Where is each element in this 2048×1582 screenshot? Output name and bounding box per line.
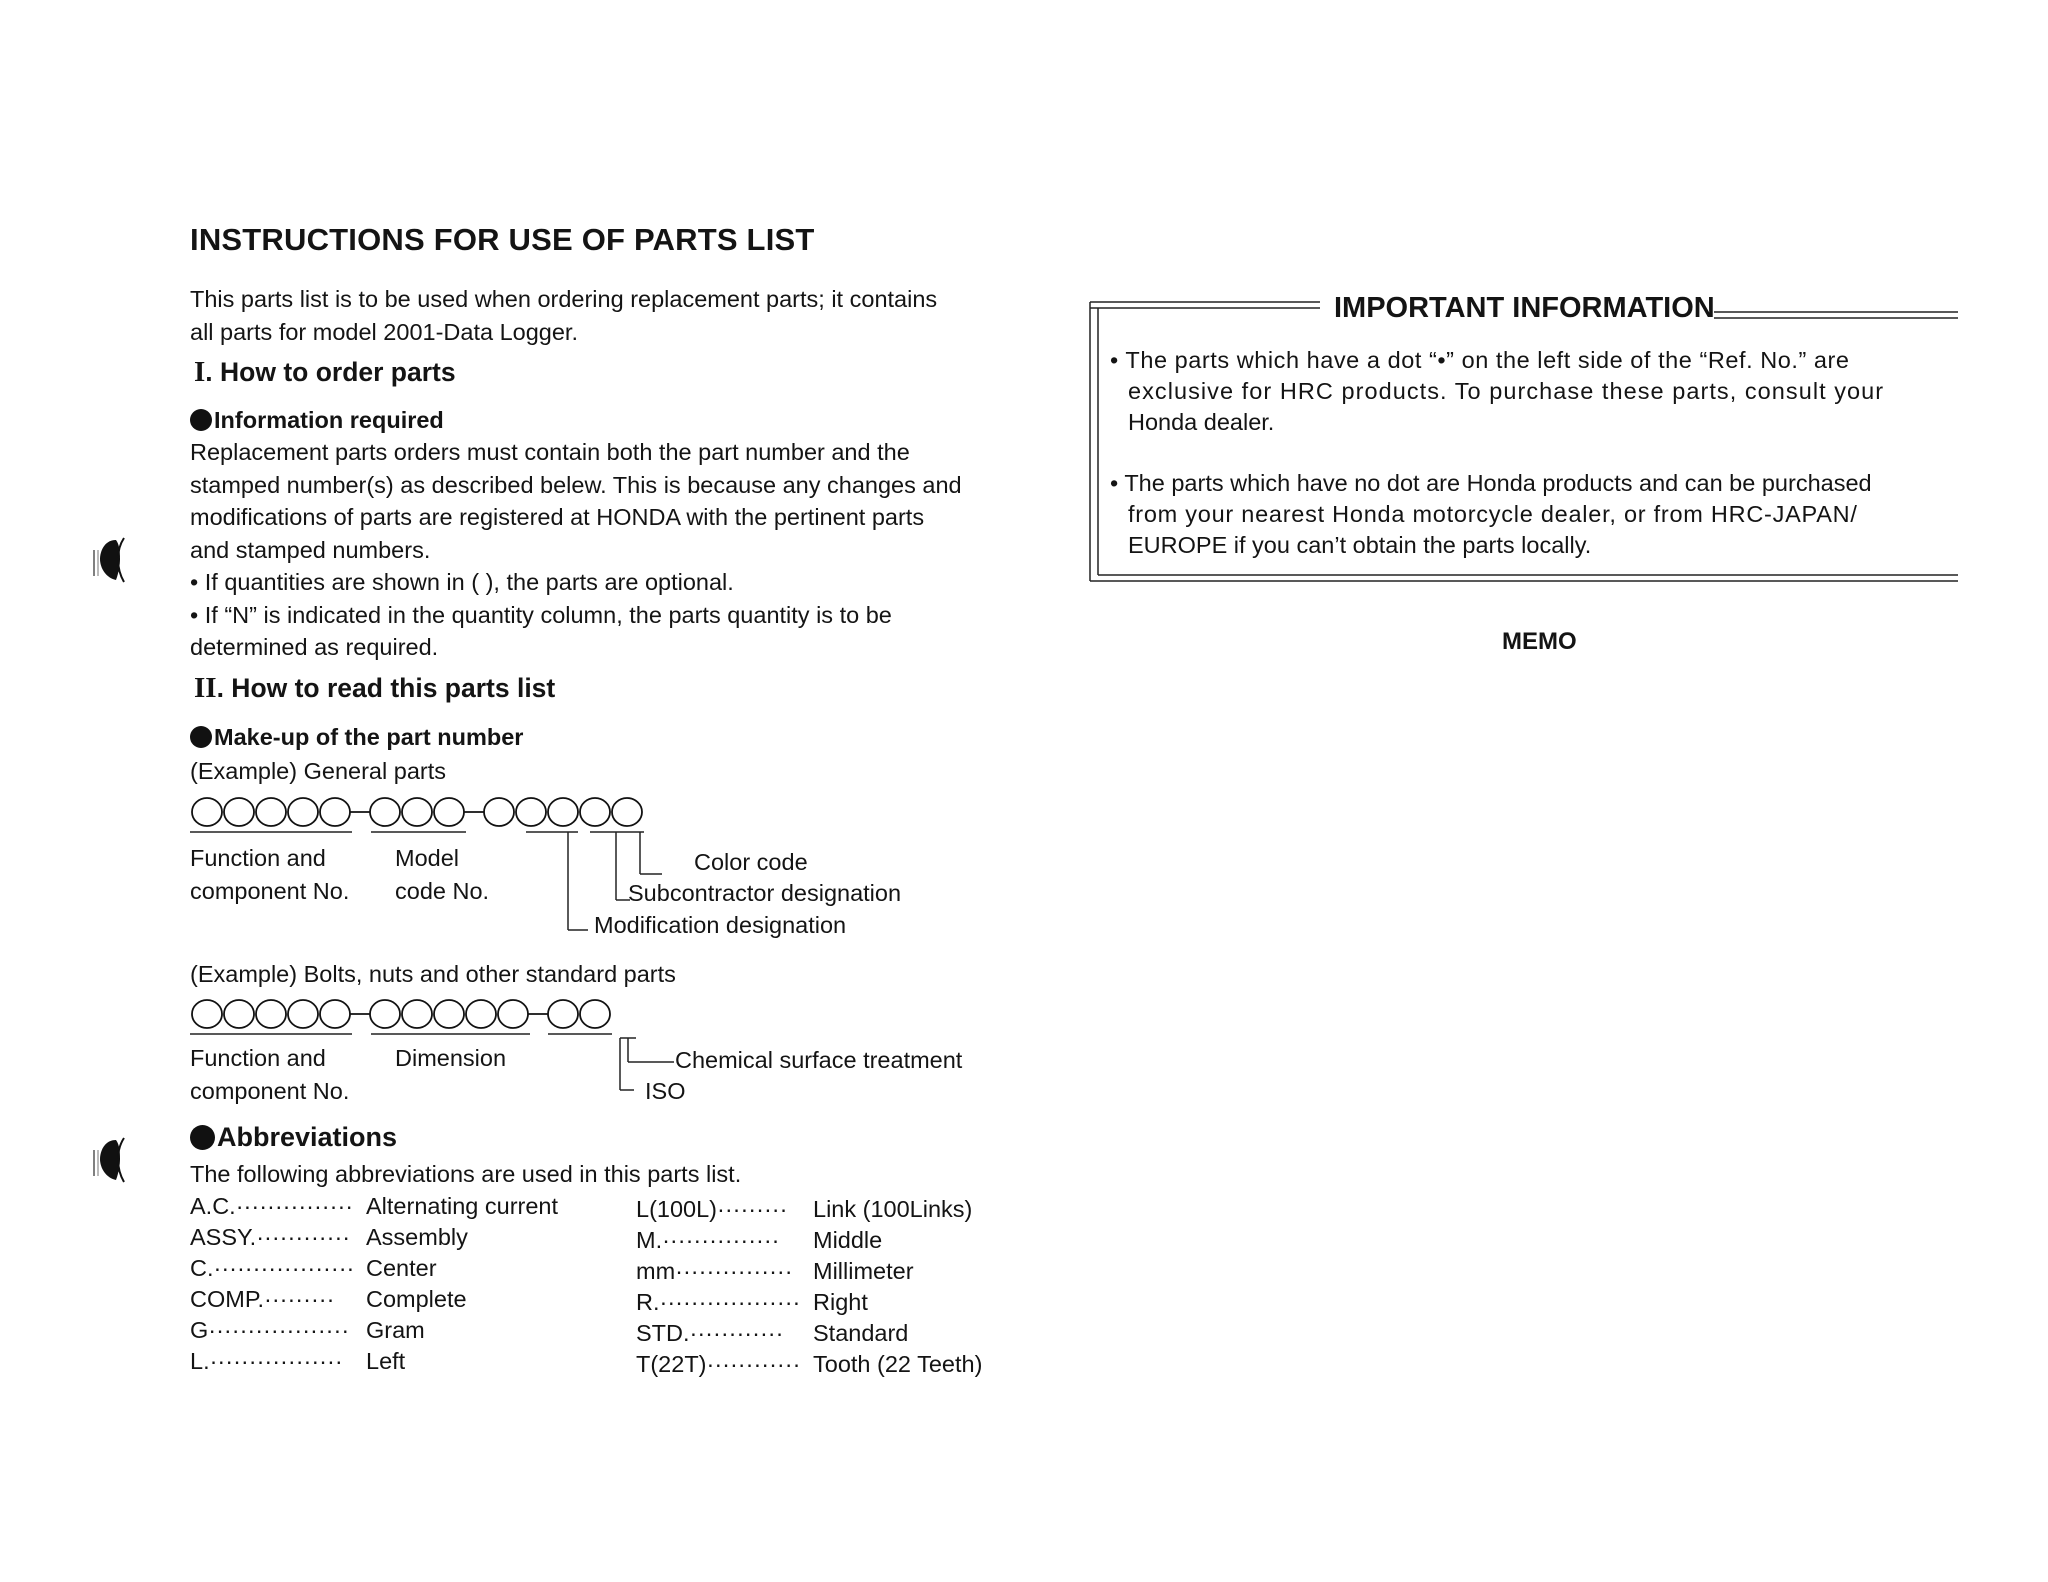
important-p1-line-1: • The parts which have a dot “•” on the left side of the “Ref. No.” are: [1110, 347, 1850, 373]
abbreviation-row: [636, 1289, 868, 1320]
abbr-term: ASSY.: [190, 1224, 257, 1250]
example1-function-label: [190, 842, 349, 907]
abbreviation-row: [636, 1196, 973, 1227]
important-p1-line-2: exclusive for HRC products. To purchase these parts, consult your: [1128, 378, 1885, 404]
abbr-leader-dots: ··················: [208, 1317, 350, 1343]
section1-line-6: • If “N” is indicated in the quantity column, the parts quantity is to be: [190, 601, 892, 628]
section1-heading: [194, 356, 456, 389]
abbr-term: COMP.: [190, 1286, 264, 1312]
abbr-leader-dots: ·················: [209, 1348, 343, 1374]
abbr-term: L(100L): [636, 1196, 717, 1222]
abbr-meaning: Left: [366, 1348, 406, 1374]
section1-body: [190, 436, 962, 664]
page-title: INSTRUCTIONS FOR USE OF PARTS LIST: [190, 222, 815, 257]
function-label-line-1: Function and: [190, 845, 326, 871]
abbr-meaning: Millimeter: [813, 1258, 914, 1284]
bullet-dot-icon: [190, 726, 212, 748]
section1-title: . How to order parts: [205, 357, 456, 387]
abbr-term: G: [190, 1317, 209, 1343]
important-p2-line-2: from your nearest Honda motorcycle dealer, or from HRC-JAPAN/: [1128, 501, 1858, 527]
section1-line-4: and stamped numbers.: [190, 536, 431, 563]
abbreviation-row: [190, 1224, 468, 1255]
abbr-leader-dots: ···············: [235, 1193, 354, 1219]
important-paragraph-1: [1110, 345, 1884, 438]
example2-iso-label: ISO: [645, 1078, 686, 1104]
abbreviation-row: [636, 1227, 883, 1258]
abbr-leader-dots: ···············: [675, 1258, 793, 1284]
example2-chemical-label: Chemical surface treatment: [675, 1047, 963, 1073]
abbr-meaning: Standard: [813, 1320, 909, 1346]
section2-subheading-text: Make-up of the part number: [214, 724, 524, 750]
important-p2-line-3: EUROPE if you can’t obtain the parts locally.: [1128, 532, 1592, 558]
example2-function-label: [190, 1042, 349, 1107]
abbreviations-heading: [190, 1122, 397, 1153]
abbreviation-row: [636, 1351, 983, 1382]
abbr-leader-dots: ·········: [717, 1196, 788, 1222]
example1-modification-label: Modification designation: [594, 912, 847, 938]
example2-caption: (Example) Bolts, nuts and other standard parts: [190, 961, 676, 987]
abbr-term: T(22T): [636, 1351, 707, 1377]
abbr-leader-dots: ·········: [264, 1286, 335, 1312]
binder-hole-mark-lower: [86, 1130, 146, 1190]
abbr-meaning: Tooth (22 Teeth): [813, 1351, 983, 1377]
abbr-leader-dots: ··················: [213, 1255, 355, 1281]
section1-line-2: stamped number(s) as described belew. This is because any changes and: [190, 471, 962, 498]
intro-line-1: This parts list is to be used when ordering replacement parts; it contains: [190, 286, 938, 312]
example1-caption: (Example) General parts: [190, 758, 446, 784]
abbr-leader-dots: ············: [706, 1351, 801, 1377]
abbr-leader-dots: ············: [689, 1320, 784, 1346]
memo-label: MEMO: [1502, 628, 1577, 655]
function-label-line-1: Function and: [190, 1045, 326, 1071]
model-label-line-1: Model: [395, 845, 460, 871]
section1-line-1: Replacement parts orders must contain both the part number and the: [190, 439, 910, 465]
important-paragraph-2: [1110, 468, 1872, 561]
abbr-meaning: Right: [813, 1289, 868, 1315]
abbr-meaning: Link (100Links): [813, 1196, 973, 1222]
function-label-line-2: component No.: [190, 1077, 350, 1104]
function-label-line-2: component No.: [190, 877, 350, 904]
section1-subheading-text: Information required: [214, 407, 444, 433]
abbreviation-row: [190, 1255, 437, 1286]
abbr-meaning: Center: [366, 1255, 437, 1281]
abbreviation-row: [190, 1317, 425, 1348]
abbreviations-right-column: [636, 1196, 983, 1382]
abbr-term: mm: [636, 1258, 676, 1284]
abbr-term: STD.: [636, 1320, 690, 1346]
abbreviation-row: [636, 1320, 909, 1351]
abbr-meaning: Alternating current: [366, 1193, 559, 1219]
abbr-leader-dots: ··················: [659, 1289, 801, 1315]
section1-line-5: • If quantities are shown in ( ), the parts are optional.: [190, 569, 734, 595]
important-p1-line-3: Honda dealer.: [1128, 409, 1275, 435]
abbr-term: A.C.: [190, 1193, 236, 1219]
abbr-meaning: Complete: [366, 1286, 467, 1312]
abbr-leader-dots: ···············: [662, 1227, 780, 1253]
bullet-dot-icon: [190, 409, 212, 431]
intro-text: [190, 283, 937, 348]
section1-subheading: [190, 407, 444, 434]
abbreviation-row: [190, 1348, 406, 1379]
section1-numeral: I: [194, 356, 206, 388]
abbreviation-row: [636, 1258, 914, 1289]
section1-line-3: modifications of parts are registered at HONDA with the pertinent parts: [190, 504, 925, 530]
section2-numeral: II: [194, 672, 217, 704]
binder-hole-mark-upper: [86, 530, 146, 590]
abbreviations-intro: The following abbreviations are used in this parts list.: [190, 1161, 742, 1187]
abbr-meaning: Assembly: [366, 1224, 468, 1250]
important-p2-line-1: • The parts which have no dot are Honda products and can be purchased: [1110, 470, 1872, 496]
example1-color-label: Color code: [694, 849, 808, 875]
abbr-term: C.: [190, 1255, 214, 1281]
abbreviations-heading-text: Abbreviations: [217, 1122, 398, 1152]
abbreviation-row: [190, 1193, 559, 1224]
abbr-term: M.: [636, 1227, 663, 1253]
abbr-term: L.: [190, 1348, 210, 1374]
abbr-leader-dots: ············: [256, 1224, 351, 1250]
section2-heading: [194, 672, 555, 705]
bullet-dot-icon: [190, 1125, 215, 1150]
abbr-meaning: Gram: [366, 1317, 425, 1343]
abbreviations-left-column: [190, 1193, 559, 1379]
model-label-line-2: code No.: [395, 877, 490, 904]
abbr-term: R.: [636, 1289, 660, 1315]
abbr-meaning: Middle: [813, 1227, 883, 1253]
section1-line-7: determined as required.: [190, 634, 439, 660]
section2-subheading: [190, 724, 523, 751]
important-title: IMPORTANT INFORMATION: [1334, 292, 1715, 324]
example2-dimension-label: Dimension: [395, 1045, 507, 1071]
section2-title: . How to read this parts list: [216, 673, 556, 703]
intro-line-2: all parts for model 2001-Data Logger.: [190, 318, 578, 345]
example1-subcontractor-label: Subcontractor designation: [628, 880, 902, 906]
abbreviation-row: [190, 1286, 467, 1317]
example1-model-label: [395, 842, 489, 907]
